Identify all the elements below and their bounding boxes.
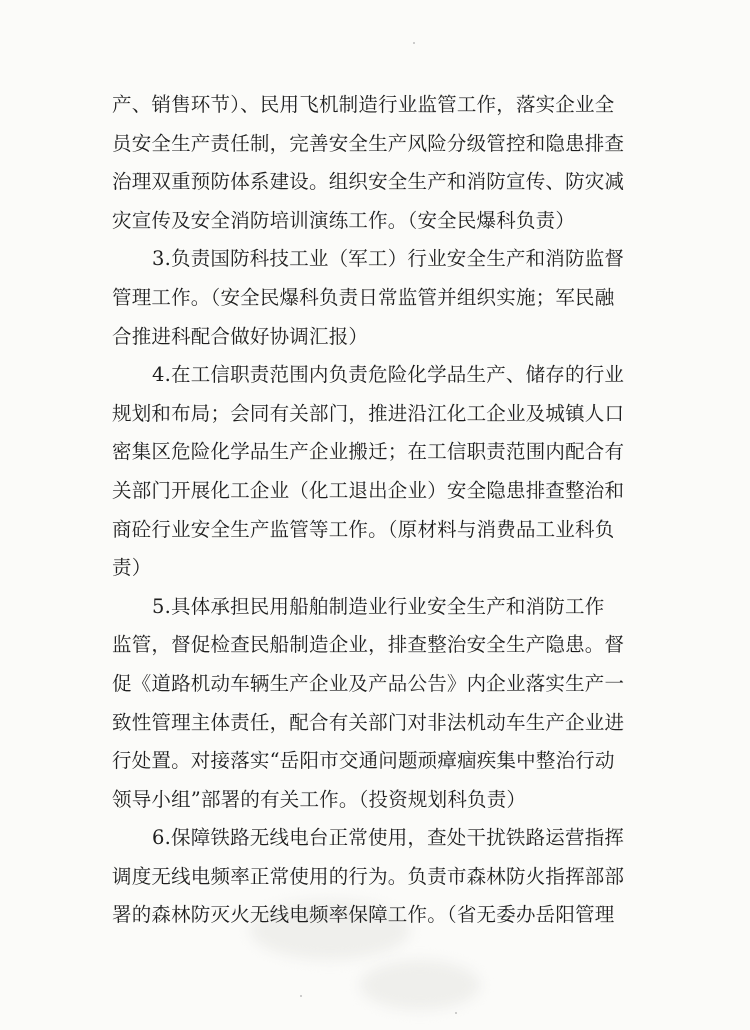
text-line: 责） (112, 556, 152, 580)
text-line: 3.负责国防科技工业（军工）行业安全生产和消防监督 (152, 247, 625, 271)
paragraph-item-6 (112, 819, 634, 935)
text-line: 管理工作。（安全民爆科负责日常监管并组织实施；军民融 (112, 285, 615, 309)
text-line: 规划和布局；会同有关部门，推进沿江化工企业及城镇人口 (112, 401, 625, 425)
text-line: 密集区危险化学品生产企业搬迁；在工信职责范围内配合有 (112, 440, 625, 464)
text-line: 6.保障铁路无线电台正常使用，查处干扰铁路运营指挥 (152, 826, 625, 850)
scan-speck (300, 995, 302, 997)
document-body (112, 86, 634, 935)
paragraph-continuation (112, 86, 634, 240)
text-line: 关部门开展化工企业（化工退出企业）安全隐患排查整治和 (112, 478, 625, 502)
text-line: 员安全生产责任制，完善安全生产风险分级管控和隐患排查 (112, 131, 625, 155)
text-line: 合推进科配合做好协调汇报） (112, 324, 369, 348)
text-line: 调度无线电频率正常使用的行为。负责市森林防火指挥部部 (112, 864, 625, 888)
paragraph-item-4 (112, 356, 634, 588)
text-line: 监管，督促检查民船制造企业，排查整治安全生产隐患。督 (112, 633, 625, 657)
text-line: 灾宣传及安全消防培训演练工作。（安全民爆科负责） (112, 208, 576, 232)
text-line: 行处置。对接落实“岳阳市交通问题顽瘴痼疾集中整治行动 (112, 749, 615, 773)
text-line: 治理双重预防体系建设。组织安全生产和消防宣传、防灾减 (112, 170, 625, 194)
paragraph-item-3 (112, 240, 634, 356)
text-line: 署的森林防灭火无线电频率保障工作。（省无委办岳阳管理 (112, 903, 615, 927)
scan-speck (455, 1012, 457, 1014)
text-line: 致性管理主体责任，配合有关部门对非法机动车生产企业进 (112, 710, 625, 734)
scan-smudge (360, 960, 480, 1010)
text-line: 领导小组”部署的有关工作。（投资规划科负责） (112, 787, 527, 811)
paragraph-item-5 (112, 588, 634, 820)
text-line: 5.具体承担民用船舶制造业行业安全生产和消防工作 (152, 594, 605, 618)
text-line: 4.在工信职责范围内负责危险化学品生产、储存的行业 (152, 363, 625, 387)
text-line: 产、销售环节）、民用飞机制造行业监管工作，落实企业全 (112, 93, 615, 116)
text-line: 促《道路机动车辆生产企业及产品公告》内企业落实生产一 (112, 671, 625, 695)
text-line: 商砼行业安全生产监管等工作。（原材料与消费品工业科负 (112, 517, 615, 541)
scan-speck (413, 42, 415, 44)
